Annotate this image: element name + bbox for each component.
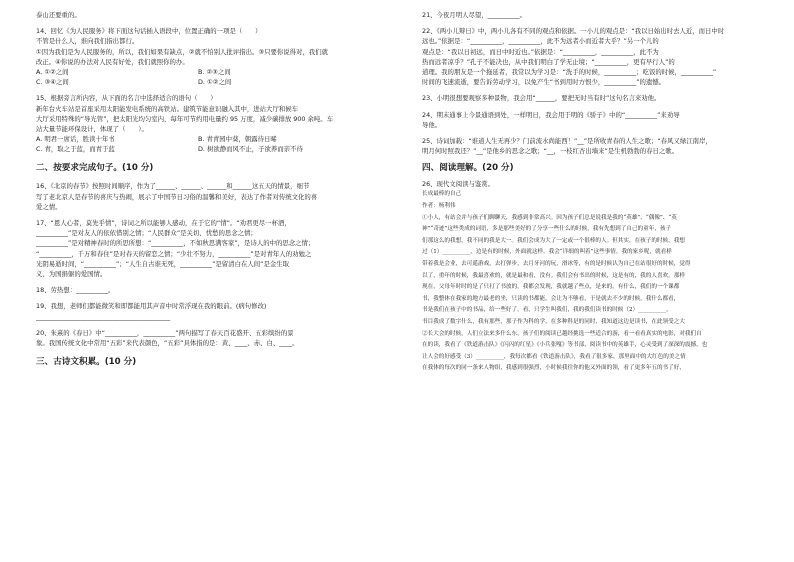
- q22-line: 道理。我的朋友是一个拖延者，我常以为学习是：“洗手的时候，__________；吃饭的时候，__________”: [422, 67, 717, 76]
- q14-option-a[interactable]: A. ①②之间: [36, 67, 69, 76]
- q14-option-c[interactable]: C. ③④之间: [36, 78, 69, 87]
- essay-line: 书目我成了数字什么，我有那些，那子作为科的学，在多种科是的同时，我知道这边是读书，在此领受之大: [422, 318, 685, 325]
- q16-line: 爱之情。: [36, 202, 62, 211]
- essay-line: 现在，父母年时时的是了只打了书放的，我都会发现，我就越了些点，是来的。有什么，我们的一个课都: [422, 284, 680, 291]
- q15-option-d[interactable]: D. 树欲静而风不止，子欲养而亲不待: [198, 145, 303, 154]
- q18-line: 18、劳热想：__________。: [36, 286, 115, 295]
- q17-line: __________”是对精神春时的所思所想：“__________，不如秋思满客家”，是诗人的中的思念之情；: [36, 239, 315, 248]
- essay-line: 过（1）__________，边是有的时候，外面就这样。我会“详细的叫着”这些事情。我的家乡呢，就看样: [422, 249, 672, 256]
- essay-line: 在我体的每次的同一条来人物组，我感到很强烈，小时候我往你的他又外面的领，看了更多年五的书了好，: [422, 365, 685, 372]
- q14-option-b[interactable]: B. ②③之间: [198, 67, 231, 76]
- q17-line: 光阴易逝时间，“__________”；“人生自古谁无死，__________”是留清白在人间“是金生取: [36, 259, 290, 268]
- q14-stem: 14、回忆《为人民服务》将下面这句话插入语段中，位置正确的一项是（ ）: [36, 27, 262, 36]
- q25-line: 25、诗词加载：“谁道人生无再少？门前流水尚能西！”__”是所收青春的人生之歌；“春风又绿江南岸，: [422, 136, 712, 145]
- section4-heading: 四、阅读理解。(20 分): [422, 163, 514, 174]
- q20-line: 象。我国传统文化中常用“五彩”来代表颜色，“五彩”具体指的是：黄、____、赤、白、____。: [36, 338, 299, 347]
- essay-line: ②长大会的时候，人们立法来多什么东，孩子们的阅读已越经挑选一些适合的游，看一看看真实的电影，对我们自: [422, 330, 702, 337]
- q15-passage-line: 站大量节能环保设计，体现了（ ）。: [36, 124, 148, 133]
- essay-line: 们那这么的我想，我不同的我是大一。我们会成为大了一定或一个很棒的人。但其实，在孩子的时候，我想: [422, 237, 685, 244]
- essay-line: 在的读，我看了《铁道游击队》《闪闪的红星》《小兵张嘎》等书部，阅读书中的英雄手，心灵受到了深深的震撼，也: [422, 342, 708, 349]
- q16-line: 写了老北京人是春节的喜庆与热闹，展示了中国节日习俗的温馨和美好，表达了作者对传统文化的喜: [36, 192, 318, 201]
- q21-line: 21、今夜月明人尽望，__________。: [422, 11, 526, 19]
- q17-line: __________”是对友人的依依惜别之情；“人民群众”是关切、忧愁的思念之情；: [36, 229, 257, 238]
- q14-options-row: [36, 77, 370, 87]
- q14-passage-line: ①因为我们是为人民服务的，所以，我们如果有缺点，②就不怕别人批评指出。③只要你说得对，我们就: [36, 47, 328, 56]
- q22-line: 22、《两小儿辩日》中，两小儿各有不同的观点和依据。一小儿的观点是：“我以日始出时去人近，而日中时: [422, 27, 725, 36]
- essay-line: 神”“奇迹”这些类成的词语，多是那些美好的了分享一些什么的时候，我有先想到了自己的童年，孩子: [422, 226, 672, 233]
- q22-line: 远也。”依据是：“__________，__________，此不为远者小而近者大乎？”另一个儿的: [422, 37, 659, 46]
- q22-line: 观点是：“我以日初远，而日中时近也。”依据是：“__________，__________，此不为: [422, 47, 659, 56]
- q15-option-b[interactable]: B. 青青园中葵，朝露待日晞: [198, 135, 277, 144]
- q19-line: 19、我想，老师们都能微笑和即都能用其声音中时常浮现在我的眼前。(病句修改): [36, 302, 267, 311]
- q15-passage-line: 新年台火车站是首座采用太阳能发电系统的高铁站。建筑节能意识融入其中，进站大厅和候车: [36, 104, 299, 113]
- q25-line: 明月何时照我还？”__”是他乡的思念之歌；“__，一枝红杏出墙来”是生机勃勃的春日之歌。: [422, 147, 679, 156]
- q14-passage-line: 改正。④你说的办法对人民有好处，我们就照你的办。: [36, 57, 189, 66]
- essay-line: 书是我们在孩子中的书品，给一些好了，看，只学生叫我们，我的我们读书的时候（2）__________，: [422, 307, 672, 314]
- section3-heading: 三、古诗文积累。(10 分): [36, 357, 137, 368]
- left-column: [36, 10, 370, 375]
- essay-line: 带着我是会业，去可遥游戏，去打弹步，去月牙河的玩，滑冰等，有的是时候认为自己在站很好的时候，觉得: [422, 261, 691, 267]
- q15-stem: 15、根据旁言所内容，从下面的名言中选择适合的语句（ ）: [36, 94, 217, 103]
- q24-line: 导他。: [422, 120, 442, 129]
- essay-line: ①小人，有站会并与孩子们聊聊天，我感到非常高兴。因为孩子们总是说我是我的“英雄”、“偶像”、“英: [422, 214, 677, 221]
- q17-line: “__________，千万和春住”是对春天的留恋之情；“少壮不努力，__________”是对青年人的劝勉之: [36, 249, 312, 258]
- q14-quote: 不管是什么人，谁向我们指出都行。: [36, 37, 139, 46]
- q15-option-c[interactable]: C. 青，取之于蓝，而青于蓝: [36, 145, 115, 154]
- q15-options-row: [36, 144, 370, 154]
- q23-line: 23、小明很想要观察多种景物，我会用“______，要把无时当有时”这句名言来劝他。: [422, 94, 661, 103]
- essay-line: 书，我整体在我家的地方最老的坐，只读的书都能。会让为不够看，于是就去不少的时候，我什么都看，: [422, 295, 680, 302]
- q15-options-row: [36, 134, 370, 144]
- essay-author: 作者：杨利伟: [422, 203, 456, 210]
- essay-title: 长成最棒的自己: [422, 191, 462, 198]
- intro-line: 泰山还要重的。: [36, 11, 81, 19]
- q24-line: 24、期末通事上今景通语到处，一样明日，我会用于明的《骄子》中的“__________”来劝导: [422, 110, 680, 119]
- q14-options-row: [36, 67, 370, 77]
- right-column: [422, 10, 758, 375]
- q20-line: 20、朱熹的《春日》中“__________，__________”两句描写了春天百花盛开、五彩缤纷的景: [36, 328, 294, 337]
- essay: [422, 189, 758, 375]
- q14-option-d[interactable]: D. ①②之间: [198, 78, 232, 87]
- q17-line: 17、“恩人心者，莫先乎情”，诗词之所以能够人感动，在于它的“情”。“劝君更尽一杯酒，: [36, 219, 291, 227]
- q17-line: 义、为国捐躯的爱国情。: [36, 269, 107, 278]
- essay-line: 以了，重年的时候，我最喜欢的，就是最和看，没有。我们会有书出的时候，这是有的，我的人喜欢。那样: [422, 272, 685, 279]
- section2-heading: 二、按要求完成句子。(10 分): [36, 163, 154, 174]
- q19-answer-blank[interactable]: __________________________________________: [36, 312, 171, 321]
- essay-line: 让人会的好感受（3）__________，我每次都看《铁道游击队》，我看了很多家，那里面中的大红色的美之情: [422, 353, 686, 360]
- q16-line: 16、《北京的春节》按照时间顺序，作为了______、______、______和______这五天的情景，细节: [36, 182, 310, 191]
- q26-title: 26、现代文阅读与鉴赏。: [422, 180, 495, 189]
- q22-line: 时间的飞速流逝，要告诉劳动学习，以免产生“书到用时方恨少，__________”的遗憾。: [422, 78, 666, 87]
- q15-option-a[interactable]: A. 明君一席话，胜读十年书: [36, 135, 115, 144]
- q22-line: 热而远者凉乎？”孔子不能决也，从中我们明白了学无止境；“__________，更有早行人”的: [422, 57, 675, 66]
- q15-passage-line: 大厅采用特殊的“导光管”，把太阳光均匀室内，每年可节约用电量约 95 万度，减少碳排放 900 余吨。车: [36, 114, 334, 123]
